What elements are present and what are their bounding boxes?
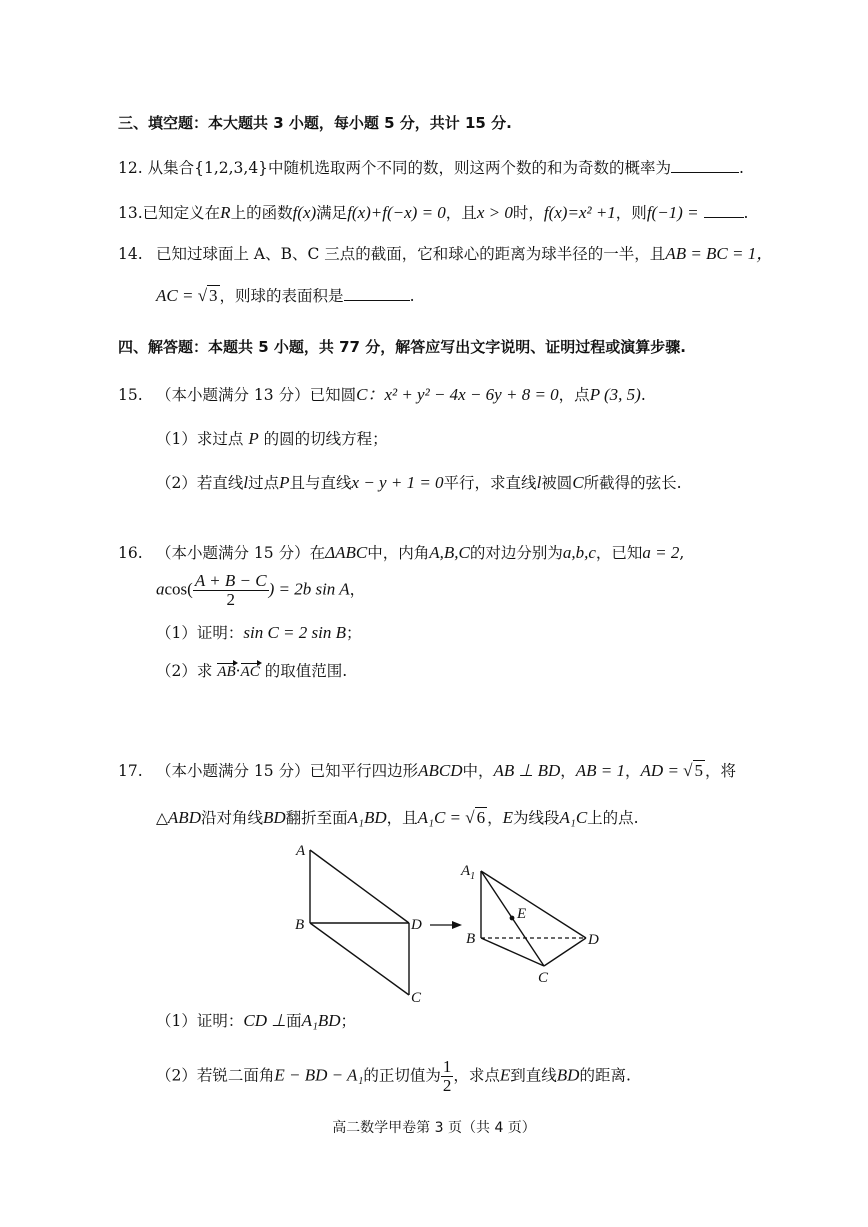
question-16-condition: acos( $\frac{A + B - C}{2}$ ) = 2b sin A， [156, 571, 366, 609]
section-heading-solutions: 四、解答题：本题共 5 小题，共 77 分，解答应写出文字说明、证明过程或演算步骤. [118, 338, 686, 356]
question-number: 15. [118, 386, 143, 404]
label-a: A [296, 843, 306, 859]
label-c: C [411, 990, 422, 1006]
question-14-line-1: 14. 已知过球面上 A、B、C 三点的截面，它和球心的距离为球半径的一半，且AB = BC = 1， [118, 244, 774, 263]
section-heading-fill-blank: 三、填空题：本大题共 3 小题，每小题 5 分，共计 15 分. [118, 114, 512, 132]
fraction: $\frac{1}{2}$ [442, 1057, 452, 1095]
question-number: 13. [118, 204, 143, 222]
question-16-part-2: （2）求 AB·AC 的取值范围. [156, 662, 348, 680]
question-number: 16. [118, 544, 143, 562]
question-12: 12. 从集合{1,2,3,4}中随机选取两个不同的数，则这两个数的和为奇数的概率为 . [118, 159, 744, 177]
question-text: 从集合{1,2,3,4}中随机选取两个不同的数，则这两个数的和为奇数的概率为 [147, 159, 672, 177]
answer-blank[interactable] [671, 158, 739, 173]
question-17-part-1: （1）证明：CD ⊥面A₁BD； [156, 1011, 357, 1030]
label-b: B [295, 917, 305, 933]
vector-ac: AC [240, 664, 260, 680]
answer-blank[interactable] [344, 286, 410, 301]
page-footer: 高二数学甲卷第 3 页（共 4 页） [332, 1120, 536, 1136]
label-c: C [538, 970, 549, 986]
question-15-part-1: （1）求过点 P 的圆的切线方程； [156, 429, 388, 448]
label-e: E [517, 906, 527, 922]
question-16-part-1: （1）证明：sin C = 2 sin B； [156, 623, 362, 642]
question-number: 17. [118, 762, 143, 780]
question-13: 13.已知定义在R上的函数f(x)满足f(x)+f(−x) = 0，且x > 0时，f(x)=x² +1，则f(−1) = . [118, 203, 749, 222]
question-14-line-2: AC = √ 3 ，则球的表面积是 . [156, 286, 415, 305]
vector-ab: AB [217, 664, 236, 680]
question-number: 12. [118, 159, 143, 177]
fraction: $\frac{A + B - C}{2}$ [194, 571, 267, 609]
question-17-line-2: △ABD沿对角线BD翻折至面A₁BD，且A₁C = √ 6 ，E为线段A₁C上的点. [156, 808, 639, 827]
geometry-figure [280, 835, 620, 1010]
label-b: B [466, 931, 476, 947]
parallelogram-abcd [310, 850, 409, 995]
label-d: D [411, 917, 422, 933]
answer-blank[interactable] [704, 203, 744, 218]
question-16: 16. （本小题满分 15 分）在ΔABC中，内角A,B,C的对边分别为a,b,c，已知a = 2, [118, 543, 685, 562]
tetrahedron-a1bcd [481, 871, 586, 966]
question-17-part-2: （2）若锐二面角E − BD − A₁的正切值为 $\frac{1}{2}$ ，求点E到直线BD的距离. [156, 1057, 631, 1095]
arrow-icon [430, 921, 462, 929]
question-17: 17. （本小题满分 15 分）已知平行四边形ABCD中，AB ⊥ BD，AB = 1，AD = √ 5 ，将 [118, 761, 737, 780]
label-a1: $A_1$ [461, 863, 476, 882]
question-number: 14. [118, 245, 143, 263]
question-15-part-2: （2）若直线l过点P且与直线x − y + 1 = 0平行，求直线l被圆C所截得的弦长. [156, 473, 682, 492]
label-d: D [588, 932, 599, 948]
question-15: 15. （本小题满分 13 分）已知圆C：x² + y² − 4x − 6y + 8 = 0，点P (3, 5). [118, 385, 646, 404]
